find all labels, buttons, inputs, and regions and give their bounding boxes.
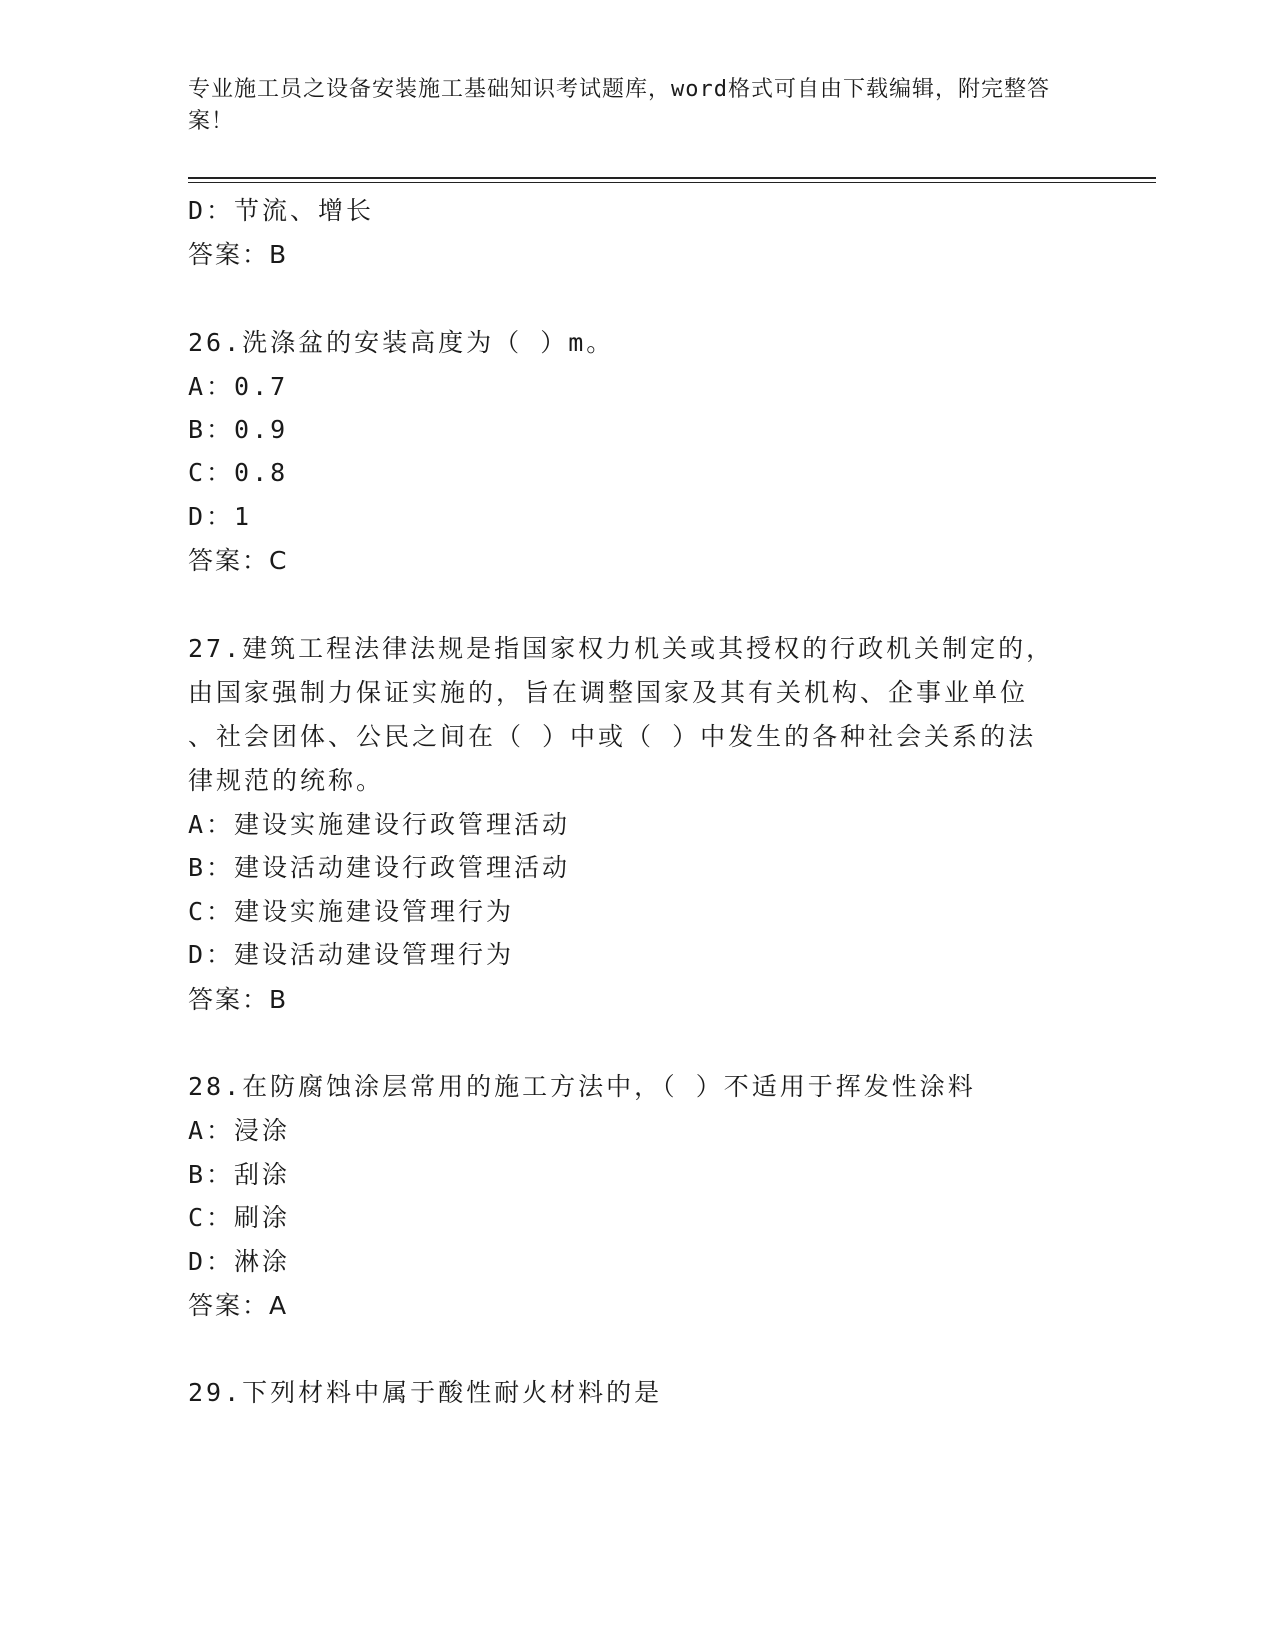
q27-option-a: A：建设实施建设行政管理活动 <box>188 810 571 839</box>
q28-option-c: C：刷涂 <box>188 1203 291 1232</box>
header-rule-thin <box>188 182 1156 183</box>
q27-option-c: C：建设实施建设管理行为 <box>188 897 515 926</box>
q26-answer: 答案：C <box>188 546 289 575</box>
q27-question-line-3: 、社会团体、公民之间在（ ）中或（ ）中发生的各种社会关系的法 <box>188 722 1037 751</box>
q28-option-d: D：淋涂 <box>188 1247 291 1276</box>
q27-question-line-4: 律规范的统称。 <box>188 766 385 795</box>
header-rule-thick <box>188 177 1156 179</box>
q26-option-b: B：0.9 <box>188 415 289 444</box>
q26-option-c: C：0.8 <box>188 458 289 487</box>
q28-option-a: A：浸涂 <box>188 1116 291 1145</box>
document-header: 专业施工员之设备安装施工基础知识考试题库，word格式可自由下载编辑，附完整答案！ <box>188 77 1050 134</box>
q27-option-b: B：建设活动建设行政管理活动 <box>188 853 571 882</box>
q26-option-a: A：0.7 <box>188 372 289 401</box>
q25-option-d: D：节流、增长 <box>188 196 375 225</box>
q27-answer: 答案：B <box>188 985 289 1014</box>
q27-option-d: D：建设活动建设管理行为 <box>188 940 515 969</box>
q26-option-d: D：1 <box>188 502 253 531</box>
q26-question: 26.洗涤盆的安装高度为（ ）m。 <box>188 328 615 357</box>
q27-question-line-2: 由国家强制力保证实施的，旨在调整国家及其有关机构、企事业单位 <box>188 678 1029 707</box>
q27-question-line-1: 27.建筑工程法律法规是指国家权力机关或其授权的行政机关制定的， <box>188 634 1055 663</box>
q28-question: 28.在防腐蚀涂层常用的施工方法中，（ ）不适用于挥发性涂料 <box>188 1072 976 1101</box>
q25-answer: 答案：B <box>188 240 289 269</box>
q29-question: 29.下列材料中属于酸性耐火材料的是 <box>188 1378 663 1407</box>
q28-answer: 答案：A <box>188 1291 289 1320</box>
q28-option-b: B：刮涂 <box>188 1160 291 1189</box>
